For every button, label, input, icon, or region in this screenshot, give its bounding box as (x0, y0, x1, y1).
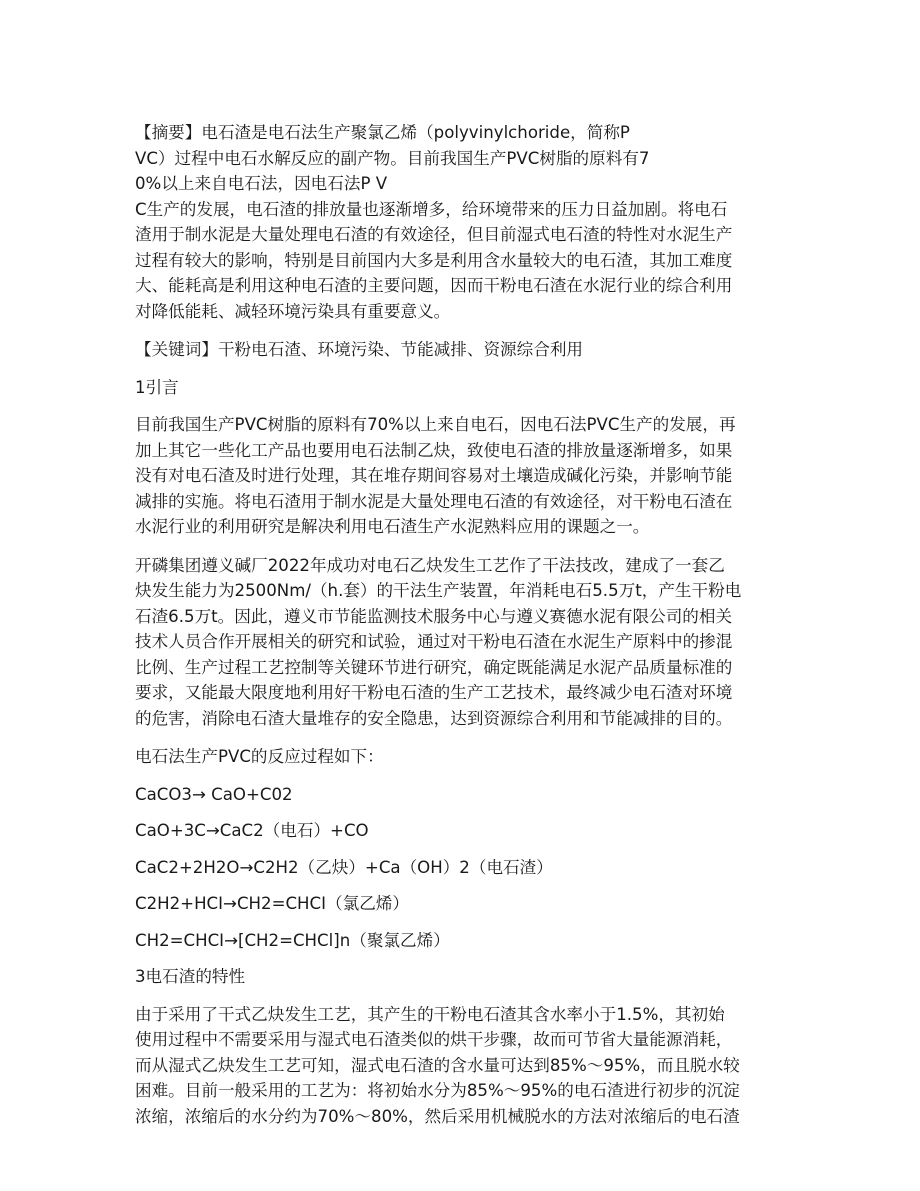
paragraph-line: 浓缩，浓缩后的水分约为70%～80%，然后采用机械脱水的方法对浓缩后的电石渣 (135, 1106, 740, 1126)
abstract-line: 对降低能耗、减轻环境污染具有重要意义。 (135, 301, 451, 321)
reaction-intro: 电石法生产PVC的反应过程如下： (135, 747, 384, 766)
paragraph-line: 减排的实施。将电石渣用于制水泥是大量处理电石渣的有效途径，对干粉电石渣在 (135, 491, 733, 511)
chemical-formula: CaCO3→ CaO+C02 (135, 784, 293, 804)
intro-paragraph-2 (135, 553, 785, 732)
paragraph-line: 炔发生能力为2500Nm/（h.套）的干法生产装置，年消耗电石5.5万t，产生干粉电 (135, 581, 742, 600)
section3-paragraph (135, 1002, 785, 1130)
abstract-line: 渣用于制水泥是大量处理电石渣的有效途径，但目前湿式电石渣的特性对水泥生产 (135, 225, 733, 244)
abstract-line: 大、能耗高是利用这种电石渣的主要问题，因而干粉电石渣在水泥行业的综合利用 (135, 276, 733, 295)
paragraph-line: 加上其它一些化工产品也要用电石法制乙炔，致使电石渣的排放量逐渐增多，如果 (135, 440, 733, 460)
paragraph-line: 目前我国生产PVC树脂的原料有70%以上来自电石，因电石法PVC生产的发展，再 (135, 415, 736, 434)
section-heading-introduction: 1引言 (135, 377, 179, 397)
paragraph-line: 要求，又能最大限度地利用好干粉电石渣的生产工艺技术，最终减少电石渣对环境 (135, 683, 733, 702)
paragraph-line: 使用过程中不需要采用与湿式电石渣类似的烘干步骤，故而可节省大量能源消耗， (135, 1030, 733, 1049)
paragraph-line: 技术人员合作开展相关的研究和试验，通过对干粉电石渣在水泥生产原料中的掺混 (135, 632, 733, 651)
paragraph-line: 由于采用了干式乙炔发生工艺，其产生的干粉电石渣其含水率小于1.5%，其初始 (135, 1004, 725, 1024)
keywords: 【关键词】干粉电石渣、环境污染、节能减排、资源综合利用 (135, 340, 584, 359)
paragraph-line: 石渣6.5万t。因此，遵义市节能监测技术服务中心与遵义赛德水泥有限公司的相关 (135, 606, 733, 626)
paragraph-line: 比例、生产过程工艺控制等关键环节进行研究，确定既能满足水泥产品质量标准的 (135, 657, 733, 677)
paragraph-line: 水泥行业的利用研究是解决利用电石渣生产水泥熟料应用的课题之一。 (135, 517, 650, 536)
abstract-line: 过程有较大的影响，特别是目前国内大多是利用含水量较大的电石渣，其加工难度 (135, 250, 733, 270)
paragraph-line: 开磷集团遵义碱厂2022年成功对电石乙炔发生工艺作了干法技改，建成了一套乙 (135, 555, 725, 575)
paragraph-line: 而从湿式乙炔发生工艺可知，湿式电石渣的含水量可达到85%～95%，而且脱水较 (135, 1055, 740, 1075)
abstract-paragraph (135, 120, 785, 324)
section-heading-properties: 3电石渣的特性 (135, 967, 246, 986)
chemical-formula: CaC2+2H2O→C2H2（乙炔）+Ca（OH）2（电石渣） (135, 857, 553, 877)
chemical-formula: CH2=CHCI→[CH2=CHCl]n（聚氯乙烯） (135, 930, 450, 950)
paragraph-line: 没有对电石渣及时进行处理，其在堆存期间容易对土壤造成碱化污染，并影响节能 (135, 466, 733, 485)
abstract-line: VC）过程中电石水解反应的副产物。目前我国生产PVC树脂的原料有7 (135, 148, 650, 168)
paragraph-line: 的危害，消除电石渣大量堆存的安全隐患，达到资源综合利用和节能减排的目的。 (135, 708, 733, 728)
intro-paragraph-1 (135, 412, 785, 540)
abstract-line: C生产的发展，电石渣的排放量也逐渐增多，给环境带来的压力日益加剧。将电石 (135, 199, 728, 219)
abstract-line: 0%以上来自电石法，因电石法P V (135, 174, 388, 193)
paragraph-line: 困难。目前一般采用的工艺为：将初始水分为85%～95%的电石渣进行初步的沉淀 (135, 1081, 740, 1100)
chemical-formula: C2H2+HCI→CH2=CHCI（氯乙烯） (135, 894, 409, 913)
chemical-formula: CaO+3C→CaC2（电石）+CO (135, 821, 369, 840)
document-page (135, 120, 785, 1142)
abstract-line: 【摘要】电石渣是电石法生产聚氯乙烯（polyvinylchoride，简称P (135, 123, 630, 142)
